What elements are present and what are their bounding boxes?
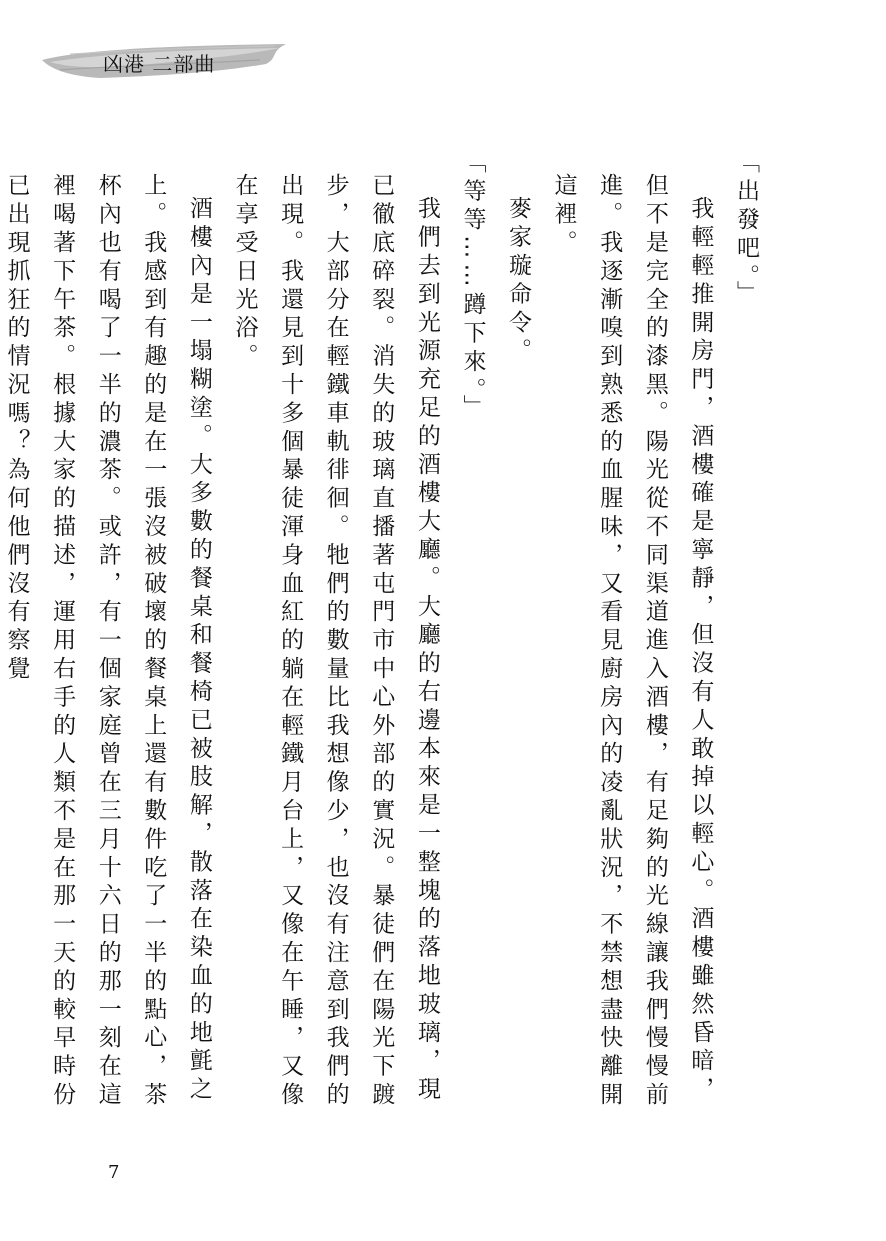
- page-number: 7: [108, 1162, 120, 1183]
- paragraph: 酒樓內是一塌糊塗。大多數的餐桌和餐椅已被肢解，散落在染血的地氈之上。我感到有趣的是在一張沒被破壞的餐桌上還有數件吃了一半的點心，茶杯內也有喝了一半的濃茶。或許，有一個家庭曾在三月十六日的那一刻在這裡喝著下午茶。根據大家的描述，運用右手的人類不是在那一天的較早時份已出現抓狂的情況嗎？為何他們沒有察覺: [3, 173, 212, 1111]
- running-header-title: 凶港 二部曲: [103, 52, 216, 76]
- paragraph: 「等等……蹲下來。」: [459, 150, 486, 423]
- paragraph: 麥家璇命令。: [505, 196, 532, 367]
- paragraph: 我們去到光源充足的酒樓大廳。大廳的右邊本來是一整塊的落地玻璃，現已徹底碎裂。消失的玻璃直播著屯門市中心外部的實況。暴徒們在陽光下踱步，大部分在輕鐵車軌徘徊。牠們的數量比我想像少，也沒有注意到我們的出現。我還見到十多個暴徒渾身血紅的躺在輕鐵月台上，又像在午睡，又像在享受日光浴。: [231, 173, 440, 1111]
- paragraph: 我輕輕推開房門，酒樓確是寧靜，但沒有人敢掉以輕心。酒樓雖然昏暗，但不是完全的漆黑。陽光從不同渠道進入酒樓，有足夠的光線讓我們慢慢前進。我逐漸嗅到熟悉的血腥味，又看見廚房內的凌亂狀況，不禁想盡快離開這裡。: [550, 173, 714, 1111]
- body-text: [0, 150, 768, 1133]
- paragraph: 「出發吧。」: [733, 150, 759, 309]
